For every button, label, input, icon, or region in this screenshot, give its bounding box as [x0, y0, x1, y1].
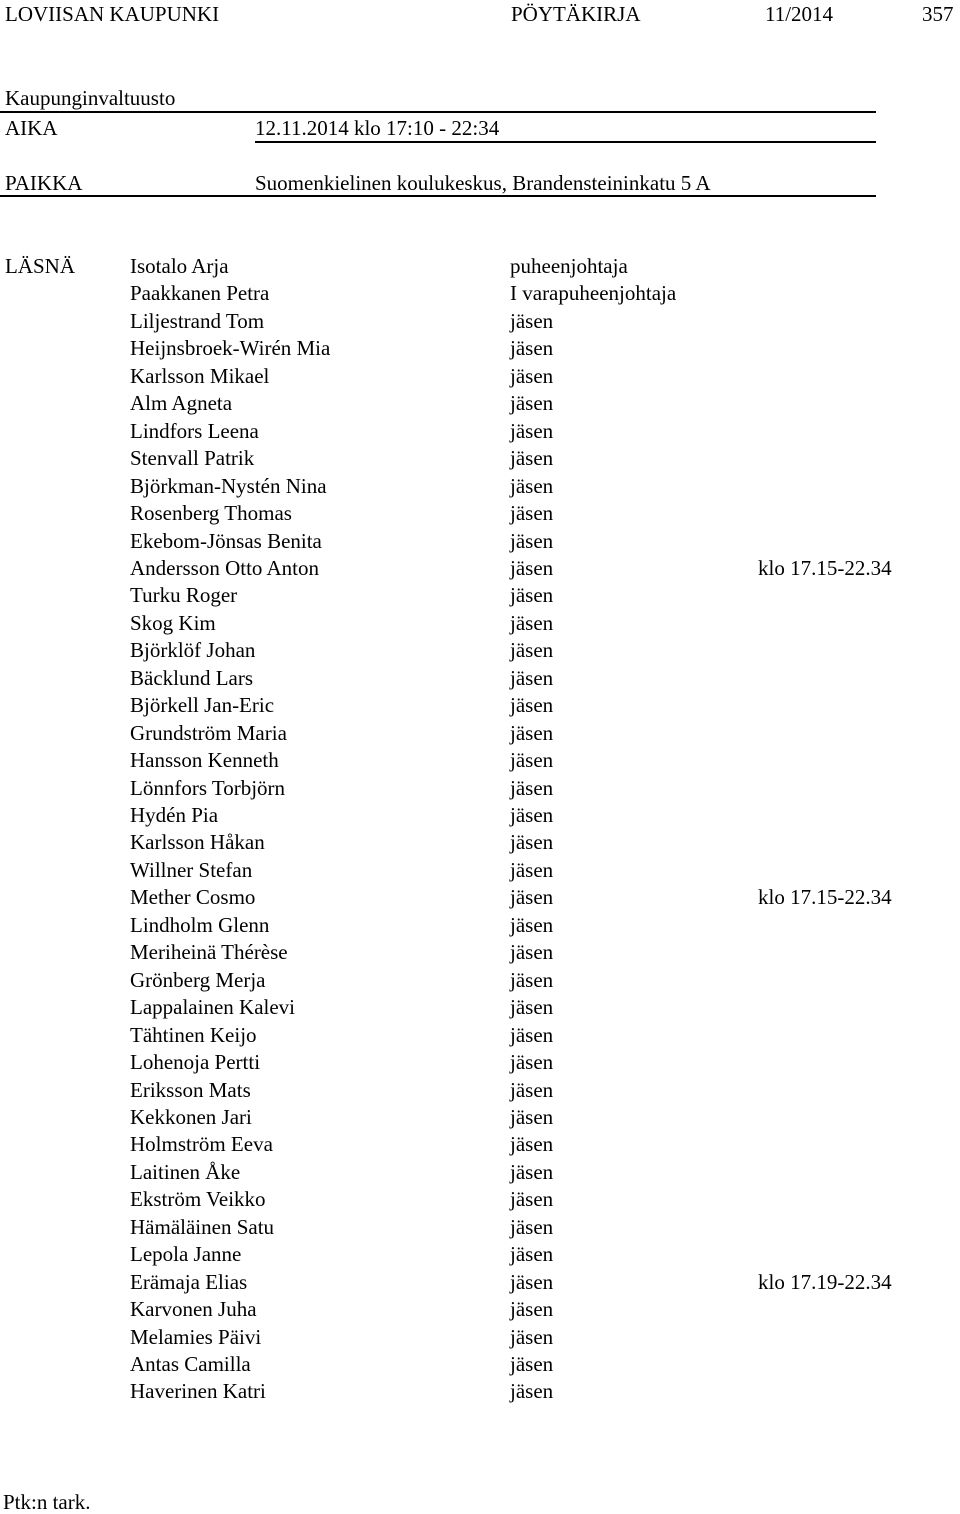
attendee-role: jäsen — [510, 1352, 554, 1376]
attendee-row — [0, 1052, 960, 1079]
attendee-row — [0, 555, 960, 585]
attendee-row — [0, 805, 960, 832]
attendee-role: jäsen — [510, 473, 554, 498]
attendee-row — [0, 448, 960, 475]
attendee-role: jäsen — [510, 1324, 554, 1349]
attendee-role: jäsen — [510, 1104, 554, 1129]
attendee-name: Stenvall Patrik — [130, 446, 255, 471]
attendee-name: Karvonen Juha — [130, 1297, 257, 1322]
attendee-name: Kekkonen Jari — [130, 1104, 252, 1129]
attendee-name: Grundström Maria — [130, 720, 287, 745]
attendee-row — [0, 283, 960, 310]
attendee-row — [0, 1381, 960, 1408]
attendee-row — [0, 832, 960, 859]
attendee-row — [0, 1159, 960, 1189]
document-type: PÖYTÄKIRJA — [511, 2, 641, 26]
attendee-row — [0, 1189, 960, 1216]
attendee-role: jäsen — [510, 336, 554, 361]
attendee-role: puheenjohtaja — [510, 254, 628, 278]
attendee-row — [0, 775, 960, 805]
place-label: PAIKKA — [5, 171, 83, 195]
attendee-name: Grönberg Merja — [130, 967, 266, 992]
attendee-row — [0, 1269, 960, 1299]
attendee-row — [0, 942, 960, 969]
place-value: Suomenkielinen koulukeskus, Brandensteininkatu 5 A — [255, 171, 711, 195]
attendee-row — [0, 308, 960, 338]
attendee-row — [0, 1022, 960, 1052]
divider-time — [255, 141, 876, 143]
attendee-name: Hämäläinen Satu — [130, 1214, 275, 1239]
attendee-row — [0, 857, 960, 887]
attendee-name: Hansson Kenneth — [130, 748, 279, 773]
attendee-row — [0, 695, 960, 722]
divider-place — [0, 195, 876, 197]
attendee-name: Lindfors Leena — [130, 418, 259, 443]
attendee-presence-time: klo 17.19-22.34 — [758, 1269, 892, 1294]
attendee-role: jäsen — [510, 967, 554, 992]
attendee-role: jäsen — [510, 638, 554, 663]
attendee-row — [0, 912, 960, 942]
attendee-row — [0, 363, 960, 393]
attendee-role: jäsen — [510, 1269, 554, 1294]
attendee-role: jäsen — [510, 995, 554, 1020]
attendee-role: jäsen — [510, 720, 554, 745]
attendee-row — [0, 720, 960, 750]
attendee-name: Karlsson Håkan — [130, 830, 265, 855]
attendee-role: jäsen — [510, 583, 554, 608]
attendee-role: jäsen — [510, 610, 554, 635]
attendee-row — [0, 967, 960, 997]
attendee-name: Bäcklund Lars — [130, 665, 254, 690]
attendee-role: jäsen — [510, 446, 554, 471]
attendee-role: jäsen — [510, 1214, 554, 1239]
attendee-role: jäsen — [510, 391, 554, 416]
attendee-name: Alm Agneta — [130, 391, 233, 416]
attendee-name: Lohenoja Pertti — [130, 1050, 261, 1075]
attendee-name: Andersson Otto Anton — [130, 555, 319, 580]
attendee-name: Laitinen Åke — [130, 1159, 241, 1184]
attendee-row — [0, 256, 960, 283]
attendee-name: Melamies Päivi — [130, 1324, 262, 1349]
attendee-presence-time: klo 17.15-22.34 — [758, 885, 892, 910]
attendee-name: Meriheinä Thérèse — [130, 940, 288, 965]
attendee-role: jäsen — [510, 665, 554, 690]
attendee-row — [0, 887, 960, 914]
attendee-row — [0, 1324, 960, 1354]
attendee-row — [0, 665, 960, 695]
attendee-name: Ekström Veikko — [130, 1187, 266, 1212]
attendee-role: jäsen — [510, 885, 554, 910]
attendee-role: jäsen — [510, 857, 554, 882]
minutes-checked-label: Ptk:n tark. — [3, 1490, 91, 1514]
attendee-role: jäsen — [510, 1132, 554, 1157]
time-label: AIKA — [5, 116, 58, 140]
attendee-row — [0, 1354, 960, 1381]
attendee-name: Holmström Eeva — [130, 1132, 273, 1157]
attendee-name: Björkman-Nystén Nina — [130, 473, 327, 498]
attendee-role: jäsen — [510, 1187, 554, 1212]
attendee-role: jäsen — [510, 1159, 554, 1184]
attendee-role: jäsen — [510, 501, 554, 526]
attendee-row — [0, 750, 960, 777]
attendee-name: Björkell Jan-Eric — [130, 693, 275, 718]
attendee-role: jäsen — [510, 803, 554, 827]
page-number: 357 — [922, 2, 954, 26]
attendee-role: jäsen — [510, 363, 554, 388]
time-value: 12.11.2014 klo 17:10 - 22:34 — [255, 116, 500, 140]
attendee-name: Lindholm Glenn — [130, 912, 270, 937]
divider-body — [0, 111, 876, 113]
attendee-role: jäsen — [510, 1379, 554, 1404]
attendee-row — [0, 338, 960, 365]
attendee-role: I varapuheenjohtaja — [510, 281, 677, 306]
attendee-row — [0, 1104, 960, 1134]
attendee-role: jäsen — [510, 775, 554, 800]
attendee-role: jäsen — [510, 418, 554, 443]
attendee-row — [0, 1134, 960, 1161]
attendee-role: jäsen — [510, 912, 554, 937]
attendee-name: Rosenberg Thomas — [130, 501, 292, 526]
attendee-presence-time: klo 17.15-22.34 — [758, 555, 892, 580]
attendee-name: Lönnfors Torbjörn — [130, 775, 286, 800]
issue-number: 11/2014 — [765, 2, 834, 26]
attendee-name: Isotalo Arja — [130, 254, 229, 278]
attendee-row — [0, 1299, 960, 1326]
attendee-role: jäsen — [510, 1077, 554, 1102]
attendee-name: Hydén Pia — [130, 803, 219, 827]
attendee-name: Skog Kim — [130, 610, 216, 635]
attendee-name: Eriksson Mats — [130, 1077, 251, 1102]
attendee-role: jäsen — [510, 693, 554, 718]
attendee-row — [0, 640, 960, 667]
attendee-name: Mether Cosmo — [130, 885, 256, 910]
attendee-name: Paakkanen Petra — [130, 281, 270, 306]
attendee-role: jäsen — [510, 940, 554, 965]
attendance-label: LÄSNÄ — [5, 254, 76, 278]
attendee-role: jäsen — [510, 308, 554, 333]
attendee-row — [0, 1077, 960, 1107]
attendee-row — [0, 418, 960, 448]
attendee-name: Heijnsbroek-Wirén Mia — [130, 336, 331, 361]
attendee-name: Erämaja Elias — [130, 1269, 248, 1294]
attendee-name: Björklöf Johan — [130, 638, 256, 663]
attendee-role: jäsen — [510, 830, 554, 855]
municipality-name: LOVIISAN KAUPUNKI — [5, 2, 220, 26]
attendee-role: jäsen — [510, 1022, 554, 1047]
attendee-role: jäsen — [510, 1242, 554, 1267]
attendee-name: Ekebom-Jönsas Benita — [130, 528, 322, 553]
attendee-role: jäsen — [510, 1297, 554, 1322]
attendee-name: Turku Roger — [130, 583, 238, 608]
attendee-row — [0, 610, 960, 640]
attendee-row — [0, 1214, 960, 1244]
attendee-name: Antas Camilla — [130, 1352, 251, 1376]
attendee-row — [0, 503, 960, 530]
attendee-row — [0, 997, 960, 1024]
attendee-role: jäsen — [510, 1050, 554, 1075]
attendee-row — [0, 393, 960, 420]
attendee-name: Tähtinen Keijo — [130, 1022, 257, 1047]
attendee-name: Lepola Janne — [130, 1242, 242, 1267]
attendee-role: jäsen — [510, 528, 554, 553]
attendee-name: Karlsson Mikael — [130, 363, 270, 388]
attendee-name: Haverinen Katri — [130, 1379, 266, 1404]
attendee-name: Liljestrand Tom — [130, 308, 265, 333]
attendee-row — [0, 585, 960, 612]
attendee-row — [0, 1244, 960, 1271]
attendee-row — [0, 473, 960, 503]
attendee-role: jäsen — [510, 555, 554, 580]
meeting-body: Kaupunginvaltuusto — [5, 86, 176, 110]
attendee-role: jäsen — [510, 748, 554, 773]
attendee-name: Lappalainen Kalevi — [130, 995, 296, 1020]
attendee-name: Willner Stefan — [130, 857, 253, 882]
attendee-row — [0, 528, 960, 558]
